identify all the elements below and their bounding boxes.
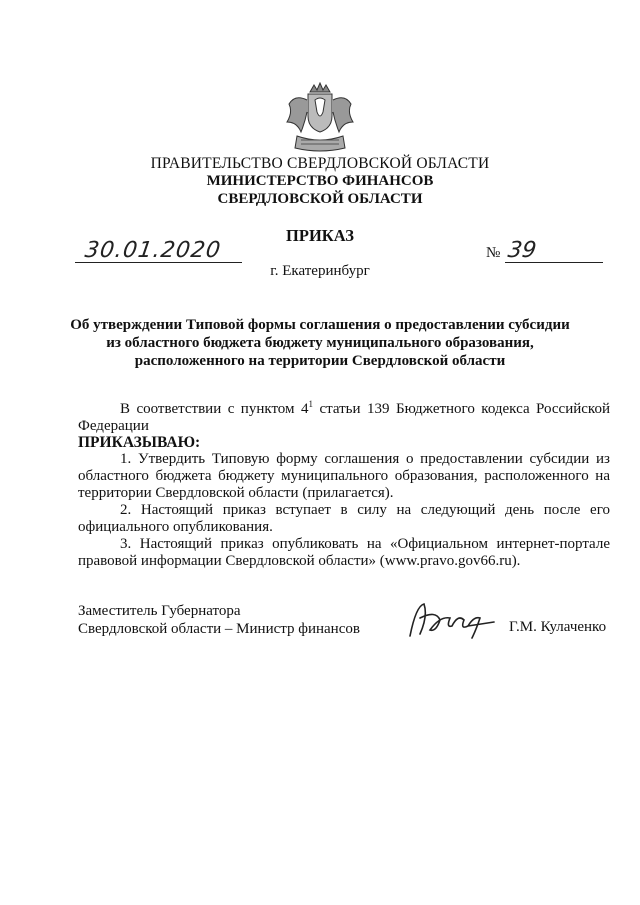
document-date: 30.01.2020 <box>83 238 223 263</box>
government-heading: ПРАВИТЕЛЬСТВО СВЕРДЛОВСКОЙ ОБЛАСТИ <box>150 155 490 172</box>
decree-items <box>78 451 610 570</box>
decree-item: 1. Утвердить Типовую форму соглашения о предоставлении субсидии из областного бюджета бюджету муниципального образования, расположенного на территории Свердловской области (прилагается). <box>78 451 610 501</box>
decree-item: 2. Настоящий приказ вступает в силу на следующий день после его официального опубликования. <box>78 502 610 535</box>
title-line-1: Об утверждении Типовой формы соглашения о предоставлении субсидии <box>70 317 570 333</box>
document-type: ПРИКАЗ <box>286 226 354 245</box>
coat-of-arms-emblem <box>283 82 357 154</box>
decree-item: 3. Настоящий приказ опубликовать на «Официальном интернет-портале правовой информации Свердловской области» (www.pravo.gov66.ru). <box>78 536 610 569</box>
ministry-heading-line2: СВЕРДЛОВСКОЙ ОБЛАСТИ <box>217 191 423 207</box>
number-sign: № <box>486 245 501 261</box>
title-line-2: из областного бюджета бюджету муниципального образования, <box>106 335 534 351</box>
signatory-position <box>78 602 360 638</box>
document-number: 39 <box>506 238 538 263</box>
preamble-superscript: 1 <box>308 399 313 409</box>
position-line-2: Свердловской области – Министр финансов <box>78 621 360 637</box>
preamble-text-start: В соответствии с пунктом 4 <box>120 401 309 417</box>
ministry-heading-line1: МИНИСТЕРСТВО ФИНАНСОВ <box>206 173 434 189</box>
title-line-3: расположенного на территории Свердловской области <box>134 353 506 369</box>
position-line-1: Заместитель Губернатора <box>78 603 241 619</box>
signatory-name: Г.М. Кулаченко <box>509 619 607 635</box>
decree-word: ПРИКАЗЫВАЮ: <box>78 434 201 451</box>
handwritten-signature <box>406 596 498 646</box>
preamble-text-end: статьи 139 Бюджетного кодекса Российской Федерации <box>78 401 610 434</box>
city: г. Екатеринбург <box>270 263 370 279</box>
preamble-paragraph <box>78 401 610 435</box>
